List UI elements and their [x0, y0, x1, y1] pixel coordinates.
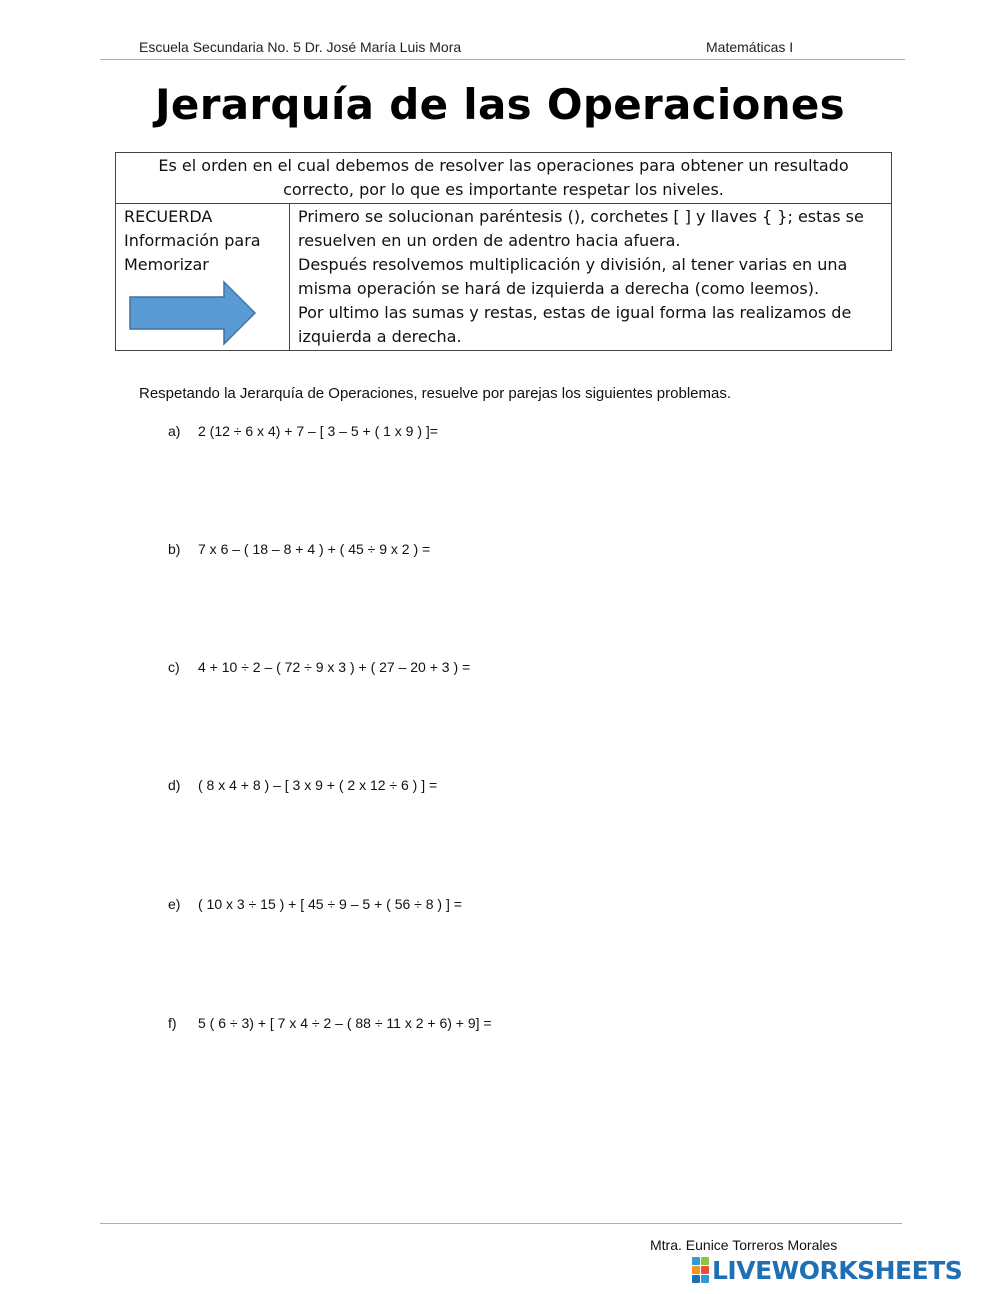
problem-expression: 4 + 10 ÷ 2 – ( 72 ÷ 9 x 3 ) + ( 27 – 20 + 3 ) = [198, 659, 471, 675]
problem-letter: e) [168, 896, 181, 912]
rule-parentheses: Primero se solucionan paréntesis (), corchetes [ ] y llaves { }; estas se resuelven en un orden de adentro hacia afuera. [298, 207, 864, 250]
header-subject: Matemáticas I [706, 39, 794, 55]
liveworksheets-logo[interactable] [692, 1255, 962, 1285]
problem-expression: ( 8 x 4 + 8 ) – [ 3 x 9 + ( 2 x 12 ÷ 6 ) ] = [198, 777, 438, 793]
liveworksheets-wordmark: LIVEWORKSHEETS [712, 1255, 963, 1285]
problem-a [168, 423, 438, 439]
problem-d [168, 777, 437, 793]
problem-letter: a) [168, 423, 181, 439]
problem-b [168, 541, 430, 557]
reminder-line-3: Memorizar [124, 255, 209, 274]
reminder-cell [116, 204, 290, 351]
problem-expression: 2 (12 ÷ 6 x 4) + 7 – [ 3 – 5 + ( 1 x 9 ) ]= [198, 423, 438, 439]
arrow-right-icon [128, 280, 258, 346]
rule-addition-subtraction: Por ultimo las sumas y restas, estas de igual forma las realizamos de izquierda a derecha. [298, 303, 852, 346]
problem-f [168, 1015, 492, 1031]
problem-letter: b) [168, 541, 181, 557]
rules-cell [290, 204, 892, 351]
header-school: Escuela Secundaria No. 5 Dr. José María Luis Mora [139, 39, 462, 55]
footer-divider [100, 1223, 902, 1224]
rule-multiplication-division: Después resolvemos multiplicación y división, al tener varias en una misma operación se hará de izquierda a derecha (como leemos). [298, 255, 848, 298]
reminder-line-2: Información para [124, 231, 261, 250]
teacher-name: Mtra. Eunice Torreros Morales [650, 1237, 838, 1253]
definition-cell: Es el orden en el cual debemos de resolver las operaciones para obtener un resultado correcto, por lo que es importante respetar los niveles. [116, 153, 892, 204]
problem-c [168, 659, 470, 675]
problem-expression: 7 x 6 – ( 18 – 8 + 4 ) + ( 45 ÷ 9 x 2 ) = [198, 541, 431, 557]
problem-letter: c) [168, 659, 180, 675]
page-title: Jerarquía de las Operaciones [155, 80, 845, 129]
instructions: Respetando la Jerarquía de Operaciones, resuelve por parejas los siguientes problemas. [139, 385, 732, 402]
problem-expression: 5 ( 6 ÷ 3) + [ 7 x 4 ÷ 2 – ( 88 ÷ 11 x 2 + 6) + 9] = [198, 1015, 492, 1031]
problem-letter: f) [168, 1015, 177, 1031]
problem-e [168, 896, 462, 912]
liveworksheets-mark-icon [692, 1257, 709, 1283]
problem-letter: d) [168, 777, 181, 793]
problem-expression: ( 10 x 3 ÷ 15 ) + [ 45 ÷ 9 – 5 + ( 56 ÷ 8 ) ] = [198, 896, 462, 912]
info-table [115, 152, 892, 351]
reminder-line-1: RECUERDA [124, 207, 213, 226]
header-divider [100, 59, 905, 60]
